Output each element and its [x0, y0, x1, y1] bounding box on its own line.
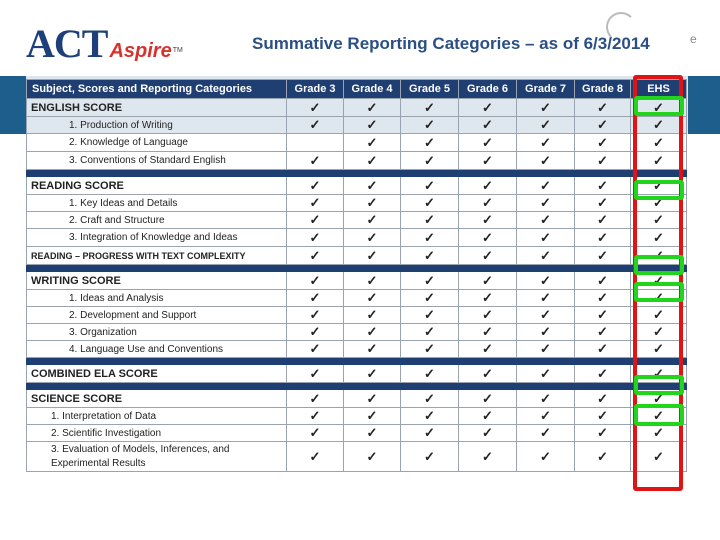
row-label: 4. Language Use and Conventions — [27, 341, 287, 358]
ehs-science-score-highlight — [634, 404, 684, 426]
check-mark-icon: ✓ — [401, 134, 459, 152]
row-label: ENGLISH SCORE — [27, 99, 287, 117]
check-mark-icon: ✓ — [287, 442, 344, 472]
check-mark-icon: ✓ — [401, 229, 459, 247]
ehs-writing-score-highlight — [634, 282, 684, 302]
table-row — [27, 365, 687, 383]
check-mark-icon: ✓ — [575, 117, 631, 134]
act-aspire-logo — [26, 21, 183, 66]
check-mark-icon: ✓ — [344, 390, 401, 408]
check-mark-icon: ✓ — [517, 177, 575, 195]
check-mark-icon: ✓ — [459, 195, 517, 212]
check-mark-icon: ✓ — [287, 99, 344, 117]
check-mark-icon: ✓ — [459, 341, 517, 358]
logo-act-text: ACT — [26, 21, 108, 66]
empty-cell — [287, 134, 344, 152]
check-mark-icon: ✓ — [344, 177, 401, 195]
table-row — [27, 341, 687, 358]
check-mark-icon: ✓ — [344, 341, 401, 358]
check-mark-icon: ✓ — [401, 390, 459, 408]
check-mark-icon: ✓ — [459, 117, 517, 134]
row-label: 2. Knowledge of Language — [27, 134, 287, 152]
check-mark-icon: ✓ — [575, 247, 631, 265]
check-mark-icon: ✓ — [631, 177, 687, 195]
check-mark-icon: ✓ — [517, 365, 575, 383]
logo-aspire-text: Aspire — [109, 40, 172, 62]
table-row — [27, 442, 687, 472]
check-mark-icon: ✓ — [287, 229, 344, 247]
slide-title: Summative Reporting Categories – as of 6/3/2014 — [252, 34, 650, 53]
check-mark-icon: ✓ — [631, 341, 687, 358]
check-mark-icon: ✓ — [287, 117, 344, 134]
check-mark-icon: ✓ — [575, 177, 631, 195]
check-mark-icon: ✓ — [459, 212, 517, 229]
check-mark-icon: ✓ — [517, 117, 575, 134]
table-header-row — [27, 80, 687, 99]
column-header: Grade 7 — [517, 80, 575, 99]
check-mark-icon: ✓ — [344, 229, 401, 247]
check-mark-icon: ✓ — [401, 117, 459, 134]
check-mark-icon: ✓ — [287, 390, 344, 408]
check-mark-icon: ✓ — [401, 442, 459, 472]
check-mark-icon: ✓ — [401, 99, 459, 117]
table-row — [27, 152, 687, 170]
column-header: Grade 6 — [459, 80, 517, 99]
check-mark-icon: ✓ — [575, 365, 631, 383]
check-mark-icon: ✓ — [344, 324, 401, 341]
check-mark-icon: ✓ — [575, 408, 631, 425]
row-label: 3. Organization — [27, 324, 287, 341]
check-mark-icon: ✓ — [459, 442, 517, 472]
row-label: 2. Scientific Investigation — [27, 425, 287, 442]
row-label: 3. Conventions of Standard English — [27, 152, 287, 170]
check-mark-icon: ✓ — [575, 229, 631, 247]
check-mark-icon: ✓ — [631, 152, 687, 170]
check-mark-icon: ✓ — [517, 307, 575, 324]
row-label: 3. Integration of Knowledge and Ideas — [27, 229, 287, 247]
check-mark-icon: ✓ — [459, 177, 517, 195]
check-mark-icon: ✓ — [459, 307, 517, 324]
check-mark-icon: ✓ — [631, 442, 687, 472]
check-mark-icon: ✓ — [517, 99, 575, 117]
row-label: 2. Development and Support — [27, 307, 287, 324]
row-label: WRITING SCORE — [27, 272, 287, 290]
check-mark-icon: ✓ — [575, 272, 631, 290]
check-mark-icon: ✓ — [459, 425, 517, 442]
check-mark-icon: ✓ — [517, 229, 575, 247]
section-divider — [27, 383, 687, 390]
check-mark-icon: ✓ — [287, 307, 344, 324]
row-label: 1. Ideas and Analysis — [27, 290, 287, 307]
check-mark-icon: ✓ — [575, 307, 631, 324]
check-mark-icon: ✓ — [517, 134, 575, 152]
check-mark-icon: ✓ — [459, 324, 517, 341]
section-divider — [27, 358, 687, 365]
check-mark-icon: ✓ — [459, 408, 517, 425]
ehs-reading-score-highlight — [634, 180, 684, 200]
check-mark-icon: ✓ — [459, 134, 517, 152]
check-mark-icon: ✓ — [459, 272, 517, 290]
check-mark-icon: ✓ — [459, 152, 517, 170]
column-header: Grade 3 — [287, 80, 344, 99]
table-row — [27, 390, 687, 408]
table-row — [27, 307, 687, 324]
check-mark-icon: ✓ — [287, 152, 344, 170]
check-mark-icon: ✓ — [344, 307, 401, 324]
check-mark-icon: ✓ — [517, 212, 575, 229]
check-mark-icon: ✓ — [401, 307, 459, 324]
check-mark-icon: ✓ — [344, 117, 401, 134]
row-label: COMBINED ELA SCORE — [27, 365, 287, 383]
check-mark-icon: ✓ — [517, 341, 575, 358]
check-mark-icon: ✓ — [401, 152, 459, 170]
check-mark-icon: ✓ — [287, 341, 344, 358]
check-mark-icon: ✓ — [344, 247, 401, 265]
check-mark-icon: ✓ — [401, 212, 459, 229]
check-mark-icon: ✓ — [344, 99, 401, 117]
column-header: Grade 8 — [575, 80, 631, 99]
section-divider — [27, 170, 687, 177]
check-mark-icon: ✓ — [401, 195, 459, 212]
check-mark-icon: ✓ — [344, 134, 401, 152]
table-row — [27, 177, 687, 195]
row-label — [27, 442, 287, 472]
check-mark-icon: ✓ — [287, 425, 344, 442]
table-row — [27, 247, 687, 265]
table-row — [27, 195, 687, 212]
check-mark-icon: ✓ — [459, 99, 517, 117]
check-mark-icon: ✓ — [287, 272, 344, 290]
check-mark-icon: ✓ — [401, 247, 459, 265]
check-mark-icon: ✓ — [517, 272, 575, 290]
check-mark-icon: ✓ — [517, 247, 575, 265]
check-mark-icon: ✓ — [517, 442, 575, 472]
check-mark-icon: ✓ — [401, 272, 459, 290]
table-row — [27, 425, 687, 442]
check-mark-icon: ✓ — [401, 341, 459, 358]
check-mark-icon: ✓ — [459, 247, 517, 265]
check-mark-icon: ✓ — [631, 390, 687, 408]
check-mark-icon: ✓ — [401, 408, 459, 425]
check-mark-icon: ✓ — [517, 324, 575, 341]
check-mark-icon: ✓ — [631, 117, 687, 134]
check-mark-icon: ✓ — [287, 290, 344, 307]
check-mark-icon: ✓ — [631, 290, 687, 307]
check-mark-icon: ✓ — [575, 341, 631, 358]
check-mark-icon: ✓ — [344, 442, 401, 472]
reporting-categories-table — [26, 79, 687, 472]
check-mark-icon: ✓ — [575, 425, 631, 442]
check-mark-icon: ✓ — [287, 247, 344, 265]
check-mark-icon: ✓ — [631, 272, 687, 290]
check-mark-icon: ✓ — [287, 212, 344, 229]
check-mark-icon: ✓ — [287, 408, 344, 425]
background-band-right — [688, 76, 720, 134]
check-mark-icon: ✓ — [517, 408, 575, 425]
check-mark-icon: ✓ — [459, 290, 517, 307]
check-mark-icon: ✓ — [344, 272, 401, 290]
check-mark-icon: ✓ — [575, 390, 631, 408]
check-mark-icon: ✓ — [631, 229, 687, 247]
table-row — [27, 272, 687, 290]
table-row — [27, 229, 687, 247]
check-mark-icon: ✓ — [287, 365, 344, 383]
table-row — [27, 408, 687, 425]
background-band-left — [0, 76, 26, 134]
check-mark-icon: ✓ — [459, 229, 517, 247]
check-mark-icon: ✓ — [401, 290, 459, 307]
check-mark-icon: ✓ — [344, 425, 401, 442]
column-header: Subject, Scores and Reporting Categories — [27, 80, 287, 99]
table-row — [27, 212, 687, 229]
check-mark-icon: ✓ — [344, 152, 401, 170]
check-mark-icon: ✓ — [344, 290, 401, 307]
check-mark-icon: ✓ — [517, 390, 575, 408]
table-row — [27, 99, 687, 117]
check-mark-icon: ✓ — [575, 99, 631, 117]
row-label-line1: 3. Evaluation of Models, Inferences, and — [51, 443, 230, 455]
check-mark-icon: ✓ — [287, 177, 344, 195]
row-label: SCIENCE SCORE — [27, 390, 287, 408]
check-mark-icon: ✓ — [631, 307, 687, 324]
ehs-combined-ela-highlight — [634, 375, 684, 395]
check-mark-icon: ✓ — [631, 99, 687, 117]
row-label: READING – PROGRESS WITH TEXT COMPLEXITY — [27, 247, 287, 265]
row-label: 1. Interpretation of Data — [27, 408, 287, 425]
check-mark-icon: ✓ — [287, 195, 344, 212]
check-mark-icon: ✓ — [344, 195, 401, 212]
check-mark-icon: ✓ — [344, 212, 401, 229]
check-mark-icon: ✓ — [517, 195, 575, 212]
corner-logo-icon — [606, 12, 636, 42]
row-label: 1. Key Ideas and Details — [27, 195, 287, 212]
check-mark-icon: ✓ — [631, 324, 687, 341]
section-divider — [27, 265, 687, 272]
check-mark-icon: ✓ — [401, 365, 459, 383]
check-mark-icon: ✓ — [575, 290, 631, 307]
row-label: 1. Production of Writing — [27, 117, 287, 134]
check-mark-icon: ✓ — [344, 408, 401, 425]
check-mark-icon: ✓ — [517, 152, 575, 170]
table-row — [27, 324, 687, 341]
table-row — [27, 117, 687, 134]
corner-letter: e — [690, 32, 697, 46]
check-mark-icon: ✓ — [631, 247, 687, 265]
row-label-line2: Experimental Results — [51, 457, 146, 469]
check-mark-icon: ✓ — [631, 195, 687, 212]
check-mark-icon: ✓ — [401, 177, 459, 195]
row-label: 2. Craft and Structure — [27, 212, 287, 229]
column-header: Grade 4 — [344, 80, 401, 99]
ehs-text-complexity-highlight — [634, 255, 684, 275]
check-mark-icon: ✓ — [575, 152, 631, 170]
check-mark-icon: ✓ — [575, 134, 631, 152]
check-mark-icon: ✓ — [459, 390, 517, 408]
check-mark-icon: ✓ — [575, 324, 631, 341]
check-mark-icon: ✓ — [344, 365, 401, 383]
check-mark-icon: ✓ — [631, 365, 687, 383]
check-mark-icon: ✓ — [459, 365, 517, 383]
column-header: Grade 5 — [401, 80, 459, 99]
check-mark-icon: ✓ — [517, 290, 575, 307]
check-mark-icon: ✓ — [631, 408, 687, 425]
row-label: READING SCORE — [27, 177, 287, 195]
check-mark-icon: ✓ — [631, 425, 687, 442]
table-row — [27, 290, 687, 307]
table-row — [27, 134, 687, 152]
check-mark-icon: ✓ — [631, 134, 687, 152]
check-mark-icon: ✓ — [575, 195, 631, 212]
check-mark-icon: ✓ — [575, 442, 631, 472]
check-mark-icon: ✓ — [287, 324, 344, 341]
logo-trademark: TM — [172, 47, 183, 54]
check-mark-icon: ✓ — [401, 324, 459, 341]
column-header: EHS — [631, 80, 687, 99]
ehs-english-score-highlight — [634, 96, 684, 116]
check-mark-icon: ✓ — [401, 425, 459, 442]
check-mark-icon: ✓ — [631, 212, 687, 229]
check-mark-icon: ✓ — [517, 425, 575, 442]
check-mark-icon: ✓ — [575, 212, 631, 229]
